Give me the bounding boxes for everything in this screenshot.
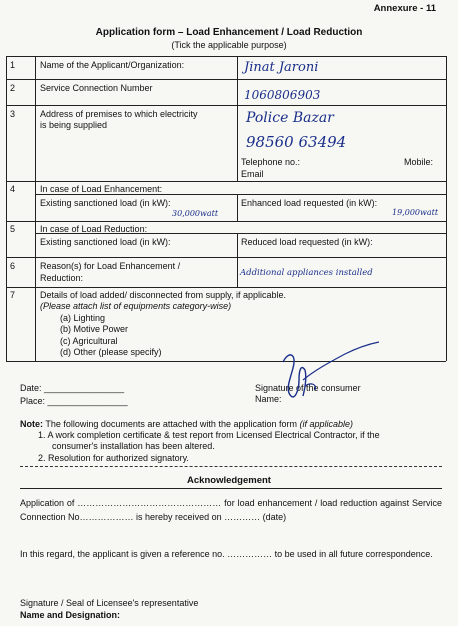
form-subtitle: (Tick the applicable purpose) bbox=[171, 40, 287, 50]
reason-label-line2: Reduction: bbox=[40, 273, 84, 283]
email-label: Email bbox=[241, 169, 264, 179]
note-item-2: 2. Resolution for authorized signatory. bbox=[38, 453, 189, 463]
category-item: (c) Agricultural bbox=[60, 336, 118, 346]
existing-load-label: Existing sanctioned load (in kW): bbox=[40, 237, 171, 247]
category-item: (b) Motive Power bbox=[60, 324, 129, 334]
row-number: 2 bbox=[10, 83, 16, 93]
phone-value: 98560 63494 bbox=[246, 133, 347, 151]
category-item: (a) Lighting bbox=[60, 313, 106, 323]
note-heading: Note: bbox=[20, 419, 43, 429]
acknowledgement-title: Acknowledgement bbox=[187, 475, 271, 486]
consumer-signature-image bbox=[275, 340, 385, 410]
address-label-line2: is being supplied bbox=[40, 120, 108, 130]
acknowledgement-paragraph-2: In this regard, the applicant is given a reference no. …………… to be used in all future correspondence. bbox=[20, 549, 433, 559]
reason-label-line1: Reason(s) for Load Enhancement / bbox=[40, 261, 181, 271]
date-field: Date: ________________ bbox=[20, 383, 125, 393]
existing-load-label: Existing sanctioned load (in kW): bbox=[40, 198, 171, 208]
address-label-line1: Address of premises to which electricity bbox=[40, 109, 198, 119]
note-item-1-continued: consumer's installation has been altered. bbox=[52, 441, 215, 451]
form-title: Application form – Load Enhancement / Load Reduction bbox=[95, 27, 363, 38]
consumer-name-label: Name: bbox=[255, 394, 282, 404]
note-text: The following documents are attached with the application form bbox=[45, 419, 297, 429]
enhanced-load-label: Enhanced load requested (in kW): bbox=[241, 198, 378, 208]
note-item-1: 1. A work completion certificate & test report from Licensed Electrical Contractor, if the bbox=[38, 430, 380, 440]
enhancement-header: In case of Load Enhancement: bbox=[40, 184, 163, 194]
service-connection-label: Service Connection Number bbox=[40, 83, 153, 93]
place-field: Place: ________________ bbox=[20, 396, 128, 406]
mobile-label: Mobile: bbox=[404, 157, 434, 167]
note-text-italic: (if applicable) bbox=[299, 419, 354, 429]
annexure-label: Annexure - 11 bbox=[373, 3, 436, 14]
applicant-name-label: Name of the Applicant/Organization: bbox=[40, 60, 185, 70]
category-item: (d) Other (please specify) bbox=[60, 347, 162, 357]
service-connection-value: 1060806903 bbox=[244, 88, 321, 102]
row-number: 3 bbox=[10, 109, 16, 119]
address-value: Police Bazar bbox=[246, 110, 334, 126]
acknowledgement-divider bbox=[20, 488, 442, 489]
load-details-label: Details of load added/ disconnected from supply, if applicable. bbox=[40, 290, 286, 300]
load-details-note: (Please attach list of equipments category-wise) bbox=[40, 301, 232, 311]
licensee-name-label: Name and Designation: bbox=[20, 610, 121, 620]
row-number: 5 bbox=[10, 224, 16, 234]
existing-load-value: 30,000watt bbox=[172, 209, 219, 218]
acknowledgement-paragraph-1: Application of ………………………………………… for load enhancement / load reduction against Service Connection No……………… is hereby received on ………… (date) bbox=[20, 498, 442, 522]
row-number: 1 bbox=[10, 60, 16, 70]
licensee-signature-label: Signature / Seal of Licensee's representative bbox=[20, 598, 199, 608]
consumer-signature-label: Signature of the consumer bbox=[255, 383, 361, 393]
applicant-name-value: Jinat Jaroni bbox=[244, 60, 319, 75]
reason-value: Additional appliances installed bbox=[240, 268, 373, 278]
reduced-load-label: Reduced load requested (in kW): bbox=[241, 237, 373, 247]
telephone-label: Telephone no.: bbox=[241, 157, 301, 167]
note-line bbox=[20, 419, 353, 429]
reduction-header: In case of Load Reduction: bbox=[40, 224, 148, 234]
row-number: 6 bbox=[10, 261, 16, 271]
enhanced-load-value: 19,000watt bbox=[392, 208, 439, 217]
cut-line-divider bbox=[20, 466, 442, 467]
row-number: 4 bbox=[10, 184, 16, 194]
row-number: 7 bbox=[10, 290, 16, 300]
